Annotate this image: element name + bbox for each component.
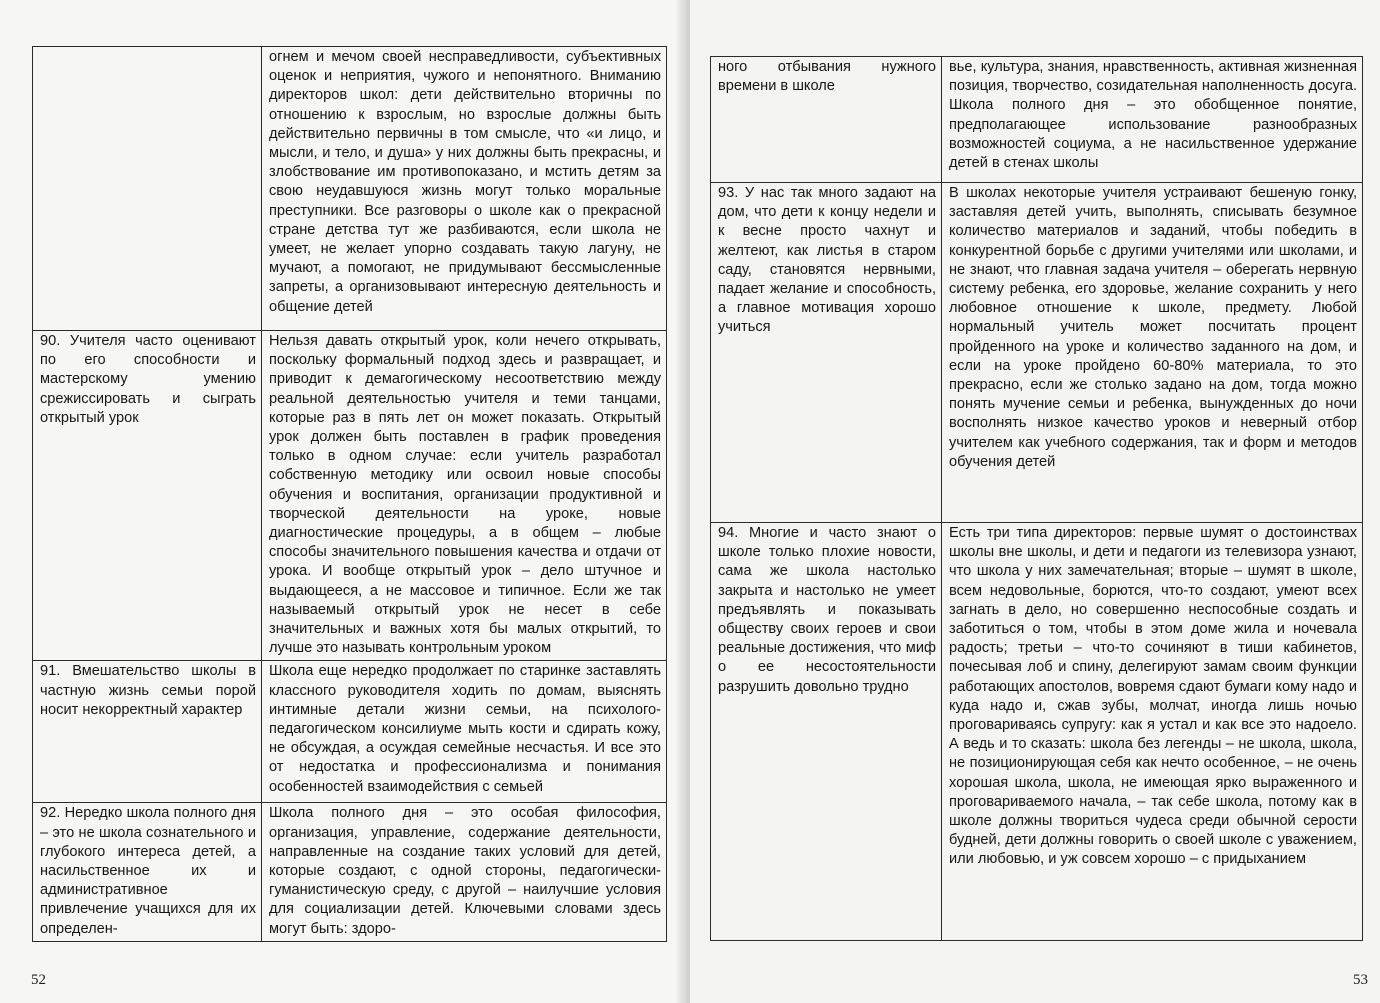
issue-text: 90. Учителя часто оценивают по его способности и мастерскому умению срежиссировать и сыграть открытый урок bbox=[40, 333, 256, 426]
comment-cell bbox=[262, 47, 667, 331]
issue-text: 91. Вмешательство школы в частную жизнь семьи порой носит некорректный характер bbox=[40, 663, 256, 718]
comment-text: Школа полного дня – это особая философия, организация, управление, содержание деятельности, направленные на создание таких условий для детей, которые создают, с одной стороны, педагогически-гуманистическую среду, с другой – наилучшие условия для социализации детей. Ключевыми словами здесь могут быть: здоро- bbox=[269, 805, 661, 937]
comment-cell bbox=[262, 803, 667, 941]
table-row bbox=[711, 57, 1363, 183]
comment-text: В школах некоторые учителя устраивают бешеную гонку, заставляя детей учить, выполнять, списывать безумное количество материалов и заданий, чтобы победить в конкурентной борьбе с другими учителями или школами, и не знают, что главная задача учителя – оберегать нервную систему ребенка, его здоровье, желание сохранить у него любовное отношение к школе, предмету. Любой нормальный учитель может посчитать процент пройденного на уроке и количество заданного на дом, и если на уроке пройдено 60-80% материала, то это прекрасно, если же столько задано на дом, тогда можно понять мучение семьи и ребенка, вынужденных до ночи восполнять низкое качество уроков и неверный отбор учителем как учебного содержания, так и форм и методов обучения детей bbox=[949, 185, 1357, 470]
table-row bbox=[33, 661, 667, 803]
issue-text: ного отбывания нужного времени в школе bbox=[718, 59, 936, 95]
issue-cell bbox=[711, 183, 942, 523]
table-row bbox=[33, 331, 667, 661]
page-number: 52 bbox=[31, 972, 46, 988]
comment-cell bbox=[262, 331, 667, 661]
table-row bbox=[711, 183, 1363, 523]
comment-cell bbox=[942, 523, 1363, 941]
comment-text: огнем и мечом своей несправедливости, субъективных оценок и неприятия, чужого и непонятного. Вниманию директоров школ: дети действительно вторичны по отношению к взрослым, но взрослые должны быть действительно первичны в том смысле, что «и лицо, и мысли, и тело, и душа» у них должны быть прекрасны, и злобствование им противопоказано, и мстить детям за свою неудавшуюся жизнь могут только моральные преступники. Все разговоры о школе как о прекрасной стране детства тут же разбиваются, если школа не умеет, не желает упорно создавать такую лагуну, не мучают, а помогают, не придумывают бессмысленные запреты, а организовывают интересную деятельность и общение детей bbox=[269, 49, 661, 315]
table-row bbox=[33, 47, 667, 331]
issue-cell bbox=[33, 661, 262, 803]
page-number: 53 bbox=[1353, 972, 1368, 988]
issue-cell bbox=[33, 803, 262, 941]
comment-text: Нельзя давать открытый урок, коли нечего открывать, поскольку формальный подход здесь и развращает, и приводит к демагогическому несоответствию между реальной деятельностью учителя и теми танцами, которые раз в пять лет он может показать. Открытый урок должен быть поставлен в график проведения только в одном случае: если учитель разработал собственную методику или освоил новые способы обучения и воспитания, организации продуктивной и творческой деятельности на уроке, новые диагностические процедуры, а в общем – любые способы значительного повышения качества и отдачи от урока. И вообще открытый урок – дело штучное и выдающееся, а не массовое и типичное. Если же так называемый открытый урок не несет в себе значительных и важных хотя бы малых открытий, то лучше это называть контрольным уроком bbox=[269, 333, 661, 657]
left-page bbox=[0, 0, 684, 1003]
issue-cell bbox=[33, 331, 262, 661]
issue-cell bbox=[711, 57, 942, 183]
right-page-table bbox=[710, 56, 1363, 941]
issue-cell bbox=[711, 523, 942, 941]
left-page-table bbox=[32, 46, 667, 942]
issue-text: 94. Многие и часто знают о школе только плохие новости, сама же школа настолько закрыта и настолько не умеет предъявлять и показывать обществу своих героев и свои реальные достижения, что миф о ее несостоятельности разрушить довольно трудно bbox=[718, 525, 936, 695]
issue-cell bbox=[33, 47, 262, 331]
table-row bbox=[711, 523, 1363, 941]
comment-cell bbox=[942, 57, 1363, 183]
comment-cell bbox=[942, 183, 1363, 523]
issue-text: 92. Нередко школа полного дня – это не школа сознательного и глубокого интереса детей, а насильственное их и административное привлечение учащихся для их определен- bbox=[40, 805, 256, 937]
comment-text: Школа еще нередко продолжает по старинке заставлять классного руководителя ходить по домам, выяснять интимные детали жизни семьи, на психолого-педагогическом консилиуме мыть кости и сдирать кожу, не обсуждая, а осуждая семейные несчастья. И все это от недостатка и профессионализма и понимания особенностей взаимодействия с семьей bbox=[269, 663, 661, 795]
table-row bbox=[33, 803, 667, 941]
comment-cell bbox=[262, 661, 667, 803]
comment-text: Есть три типа директоров: первые шумят о достоинствах школы вне школы, и дети и педагоги из телевизора узнают, что школа у них замечательная; вторые – шумят в школе, всем недовольные, борются, что-то создают, умеют всех загнать в дело, но совершенно неспособные создать и заботиться о том, чтобы в этом доме жила и ночевала радость; третьи – что-то сочиняют в тиши кабинетов, почесывая лоб и спину, делегируют замам своим функции работающих апостолов, вовремя сдают бумаги кому надо и куда надо и, сжав зубы, молчат, иногда лишь ночью проговариваясь супругу: как я устал и как все это надоело. А ведь и то сказать: школа без легенды – не школа, школа, не позиционирующая себя как нечто особенное, – не очень хорошая школа, школа, не имеющая ярко выраженного и проговариваемого начала, – так себе школа, потому как в школе должны твориться чудеса среди обычной серости будней, дети должны говорить о своей школе с уважением, или любовью, и уж совсем хорошо – с придыханием bbox=[949, 525, 1357, 868]
comment-text: вье, культура, знания, нравственность, активная жизненная позиция, творчество, созидательная наполненность досуга. Школа полного дня – это обобщенное понятие, предполагающее использование разнообразных возможностей социума, а не насильственное удержание детей в стенах школы bbox=[949, 59, 1357, 172]
issue-text: 93. У нас так много задают на дом, что дети к концу недели и к весне просто чахнут и желтеют, как листья в старом саду, становятся нервными, падает желание и способность, а главное мотивация хорошо учиться bbox=[718, 185, 936, 336]
right-page bbox=[690, 0, 1380, 1003]
